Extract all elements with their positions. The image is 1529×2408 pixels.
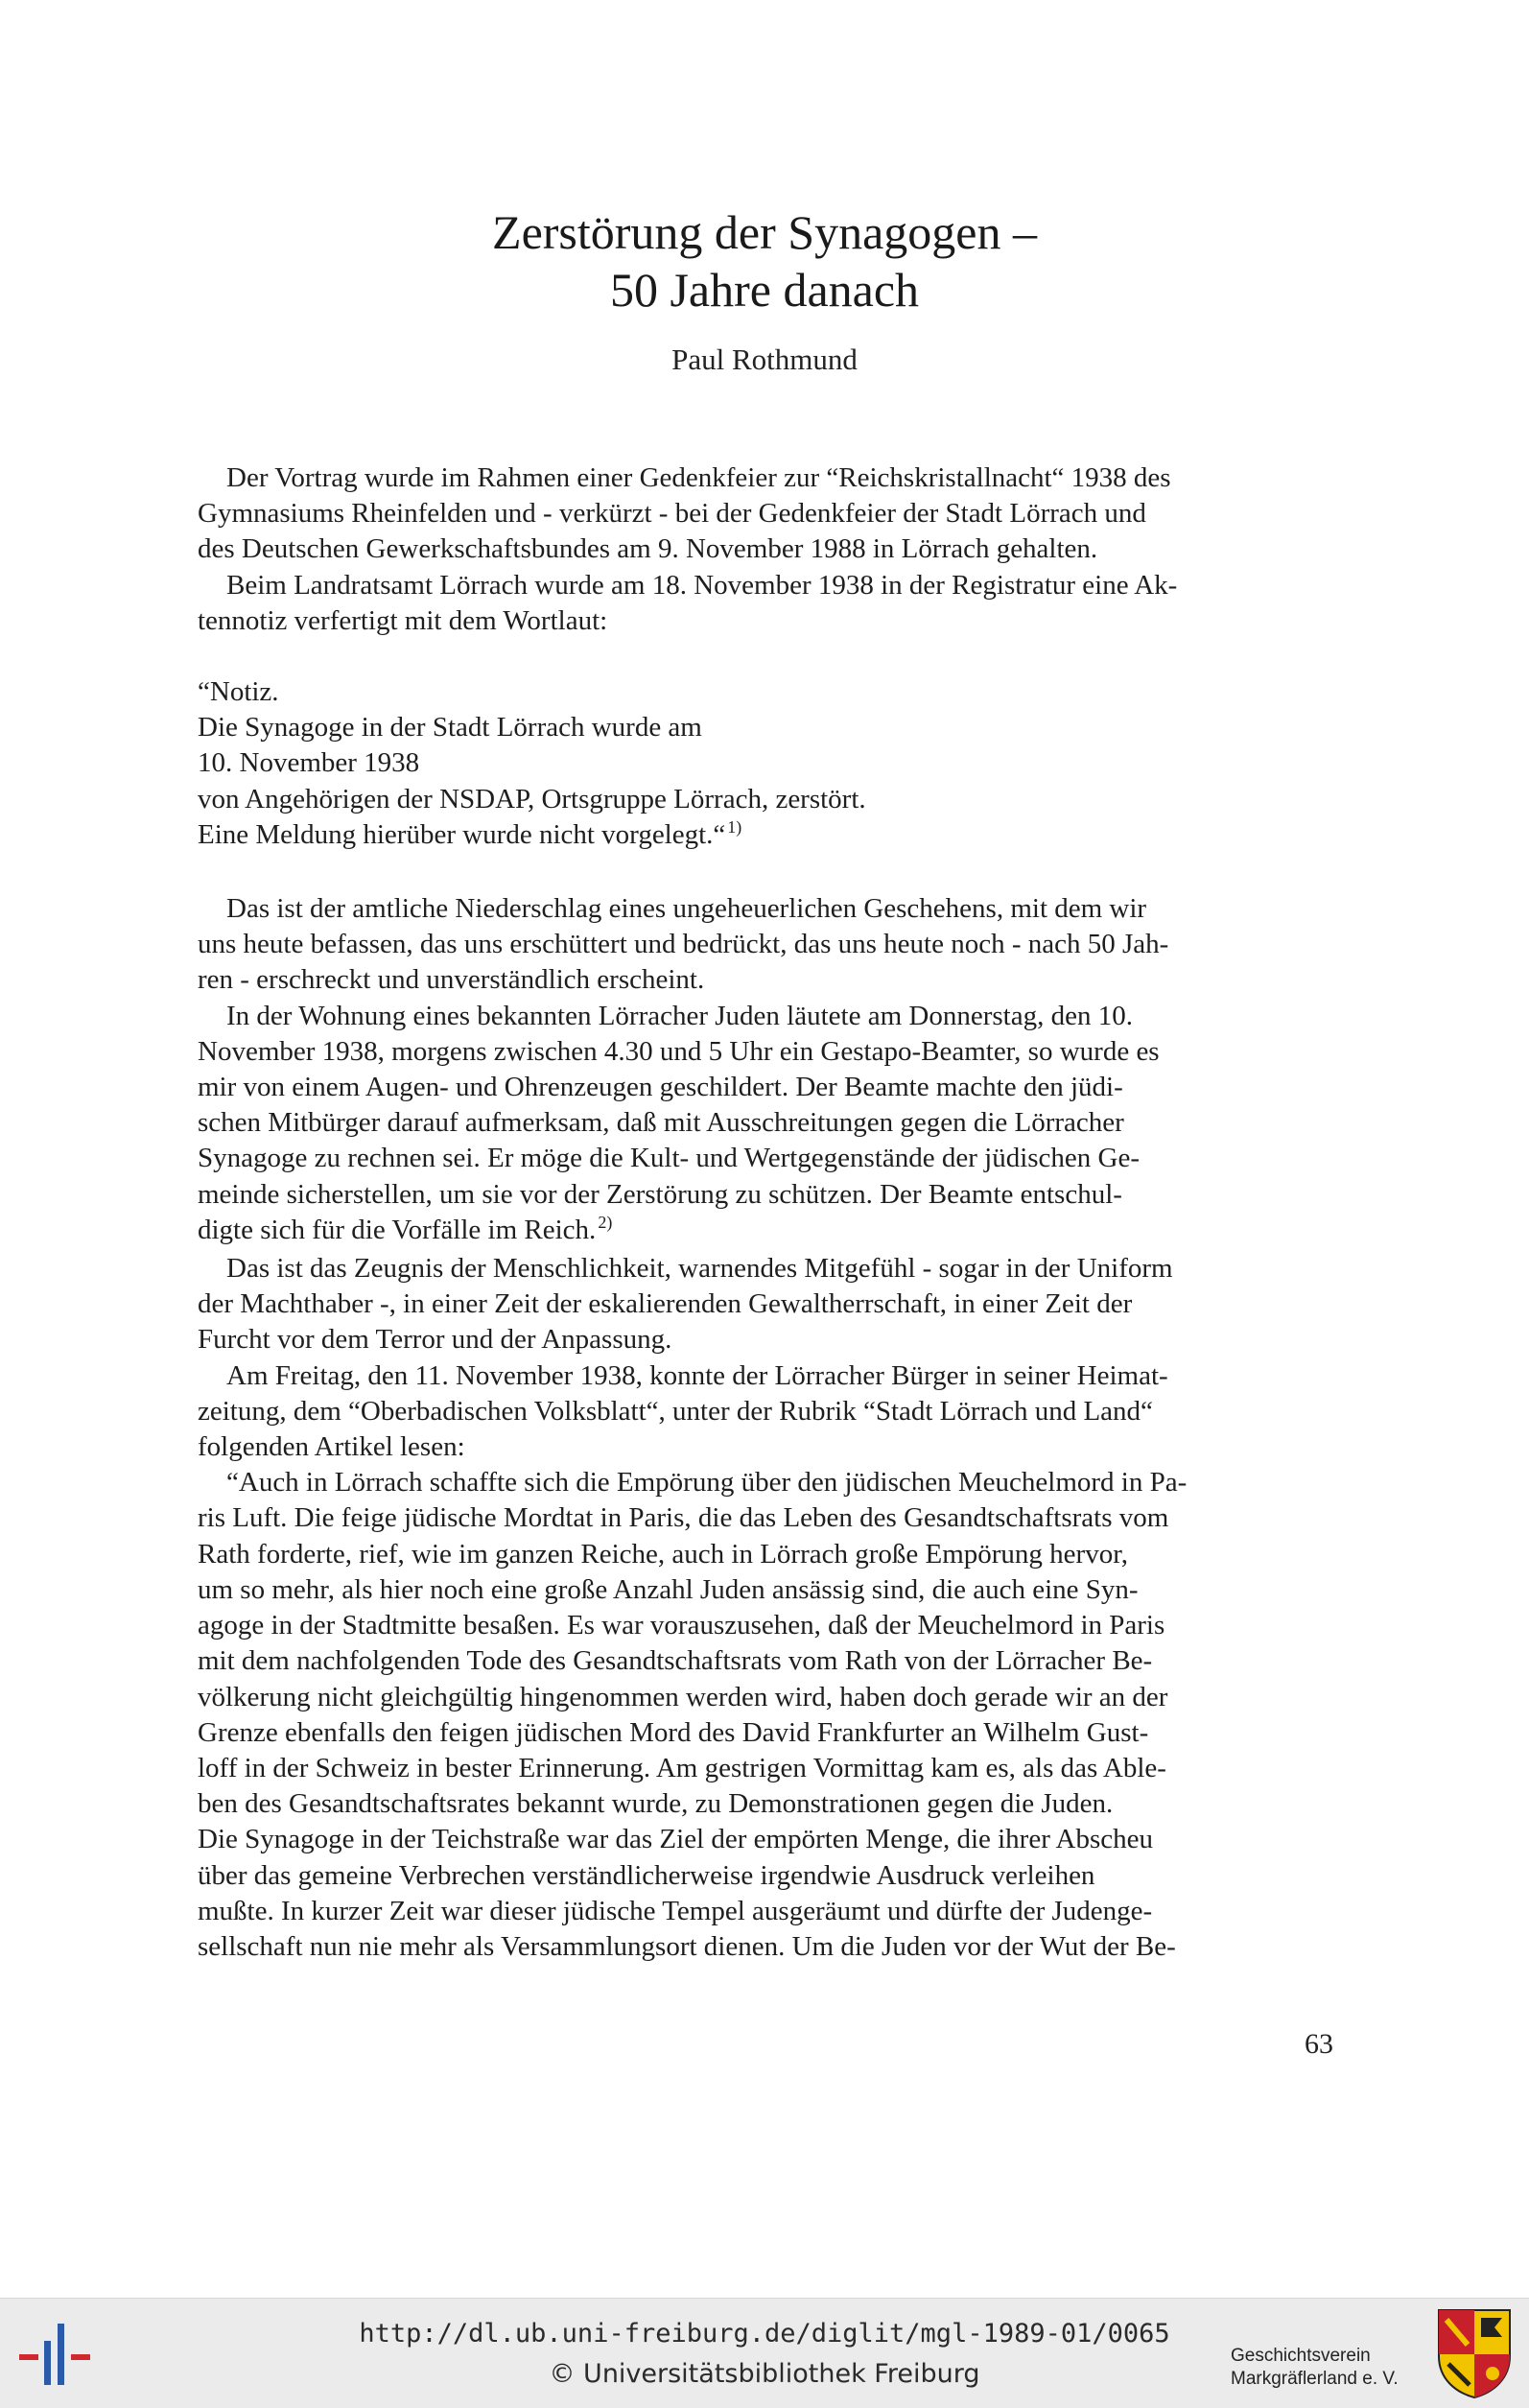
- text-line: Die Synagoge in der Teichstraße war das Ziel der empörten Menge, die ihrer Abscheu: [198, 1824, 1153, 1855]
- text-line: um so mehr, als hier noch eine große Anzahl Juden ansässig sind, die auch eine Syn-: [198, 1573, 1139, 1605]
- text-line: uns heute befassen, das uns erschüttert und bedrückt, das uns heute noch - nach 50 Jah-: [198, 929, 1169, 960]
- text-line: agoge in der Stadtmitte besaßen. Es war vorauszusehen, daß der Meuchelmord in Paris: [198, 1610, 1165, 1641]
- text-line: Rath forderte, rief, wie im ganzen Reiche, auch in Lörrach große Empörung hervor,: [198, 1538, 1128, 1570]
- paragraph-freitag: [198, 1358, 1328, 1466]
- notice-line: von Angehörigen der NSDAP, Ortsgruppe Lörrach, zerstört.: [198, 783, 866, 814]
- article-body: [198, 460, 1328, 1965]
- text-line: ris Luft. Die feige jüdische Mordtat in Paris, die das Leben des Gesandtschaftsrats vom: [198, 1502, 1169, 1534]
- article-title: [0, 203, 1529, 319]
- paragraph-intro: [198, 460, 1328, 568]
- notice-last-line: Eine Meldung hierüber wurde nicht vorgelegt.“: [198, 818, 726, 850]
- notice-line: [198, 817, 1328, 856]
- text-line: mir von einem Augen- und Ohrenzeugen geschildert. Der Beamte machte den jüdi-: [198, 1072, 1123, 1103]
- paragraph-landratsamt: [198, 568, 1328, 639]
- text-line: folgenden Artikel lesen:: [198, 1431, 465, 1463]
- coat-of-arms-icon: [1435, 2306, 1514, 2400]
- notice-line: 10. November 1938: [198, 747, 420, 779]
- text-line: ben des Gesandtschaftsrates bekannt wurde, zu Demonstrationen gegen die Juden.: [198, 1788, 1114, 1820]
- society-name: [1231, 2345, 1423, 2391]
- text-line: Das ist der amtliche Niederschlag eines ungeheuerlichen Geschehens, mit dem wir: [226, 893, 1147, 925]
- page-number: 63: [1305, 2028, 1333, 2060]
- footnote-marker: 2): [598, 1212, 613, 1232]
- text-line: Furcht vor dem Terror und der Anpassung.: [198, 1324, 672, 1356]
- text-line: völkerung nicht gleichgültig hingenommen werden wird, haben doch gerade wir an der: [198, 1681, 1168, 1712]
- paragraph-zeitungsartikel: [198, 1465, 1328, 1965]
- notice-line: “Notiz.: [198, 676, 279, 708]
- text-line: sellschaft nun nie mehr als Versammlungsort dienen. Um die Juden vor der Wut der Be-: [198, 1930, 1176, 1962]
- text-line: ren - erschreckt und unverständlich erscheint.: [198, 964, 705, 996]
- text-line: mußte. In kurzer Zeit war dieser jüdische Tempel ausgeräumt und dürfte der Judenge-: [198, 1895, 1153, 1926]
- text-line: tennotiz verfertigt mit dem Wortlaut:: [198, 604, 608, 636]
- text-line: mit dem nachfolgenden Tode des Gesandtschaftsrats vom Rath von der Lörracher Be-: [198, 1645, 1153, 1677]
- text-line-end: digte sich für die Vorfälle im Reich.: [198, 1214, 597, 1245]
- text-line: [198, 1213, 1328, 1251]
- copyright-notice: © Universitätsbibliothek Freiburg: [549, 2359, 980, 2389]
- text-line: Grenze ebenfalls den feigen jüdischen Mord des David Frankfurter an Wilhelm Gust-: [198, 1716, 1149, 1748]
- text-line: loff in der Schweiz in bester Erinnerung. Am gestrigen Vormittag kam es, als das Able-: [198, 1752, 1166, 1783]
- footnote-marker: 1): [727, 816, 742, 837]
- text-line: Der Vortrag wurde im Rahmen einer Gedenkfeier zur “Reichskristallnacht“ 1938 des: [226, 462, 1171, 493]
- text-line: der Machthaber -, in einer Zeit der eskalierenden Gewaltherrschaft, in einer Zeit der: [198, 1288, 1133, 1320]
- text-line: Am Freitag, den 11. November 1938, konnte der Lörracher Bürger in seiner Heimat-: [226, 1359, 1168, 1391]
- text-line: schen Mitbürger darauf aufmerksam, daß mit Ausschreitungen gegen die Lörracher: [198, 1107, 1124, 1139]
- notice-line: Die Synagoge in der Stadt Lörrach wurde am: [198, 712, 702, 744]
- permalink-url[interactable]: http://dl.ub.uni-freiburg.de/diglit/mgl-1989-01/0065: [359, 2319, 1170, 2349]
- society-name-line-1: Geschichtsverein: [1231, 2346, 1371, 2366]
- paragraph-niederschlag: [198, 891, 1328, 999]
- footer-bar: [0, 2298, 1529, 2408]
- text-line: über das gemeine Verbrechen verständlicherweise irgendwie Ausdruck verleihen: [198, 1859, 1095, 1891]
- title-line-1: Zerstörung der Synagogen –: [492, 205, 1037, 259]
- text-line: des Deutschen Gewerkschaftsbundes am 9. November 1988 in Lörrach gehalten.: [198, 533, 1098, 565]
- text-line: zeitung, dem “Oberbadischen Volksblatt“, unter der Rubrik “Stadt Lörrach und Land“: [198, 1395, 1153, 1427]
- text-line: meinde sicherstellen, um sie vor der Zerstörung zu schützen. Der Beamte entschul-: [198, 1178, 1122, 1210]
- text-line: In der Wohnung eines bekannten Lörracher Juden läutete am Donnerstag, den 10.: [226, 1000, 1133, 1031]
- society-name-line-2: Markgräflerland e. V.: [1231, 2369, 1399, 2389]
- text-line: November 1938, morgens zwischen 4.30 und 5 Uhr ein Gestapo-Beamter, so wurde es: [198, 1035, 1160, 1067]
- title-line-2: 50 Jahre danach: [609, 263, 920, 317]
- quoted-notice: [198, 674, 1328, 856]
- text-line: Das ist das Zeugnis der Menschlichkeit, warnendes Mitgefühl - sogar in der Uniform: [226, 1253, 1173, 1285]
- author-name: Paul Rothmund: [671, 342, 858, 376]
- paragraph-zeugnis: [198, 1251, 1328, 1358]
- text-line: Beim Landratsamt Lörrach wurde am 18. November 1938 in der Registratur eine Ak-: [226, 569, 1178, 601]
- paragraph-wohnung: [198, 999, 1328, 1251]
- text-line: Synagoge zu rechnen sei. Er möge die Kult- und Wertgegenstände der jüdischen Ge-: [198, 1143, 1141, 1174]
- text-line: Gymnasiums Rheinfelden und - verkürzt - bei der Gedenkfeier der Stadt Lörrach und: [198, 498, 1146, 530]
- text-line: “Auch in Lörrach schaffte sich die Empörung über den jüdischen Meuchelmord in Pa-: [226, 1467, 1188, 1499]
